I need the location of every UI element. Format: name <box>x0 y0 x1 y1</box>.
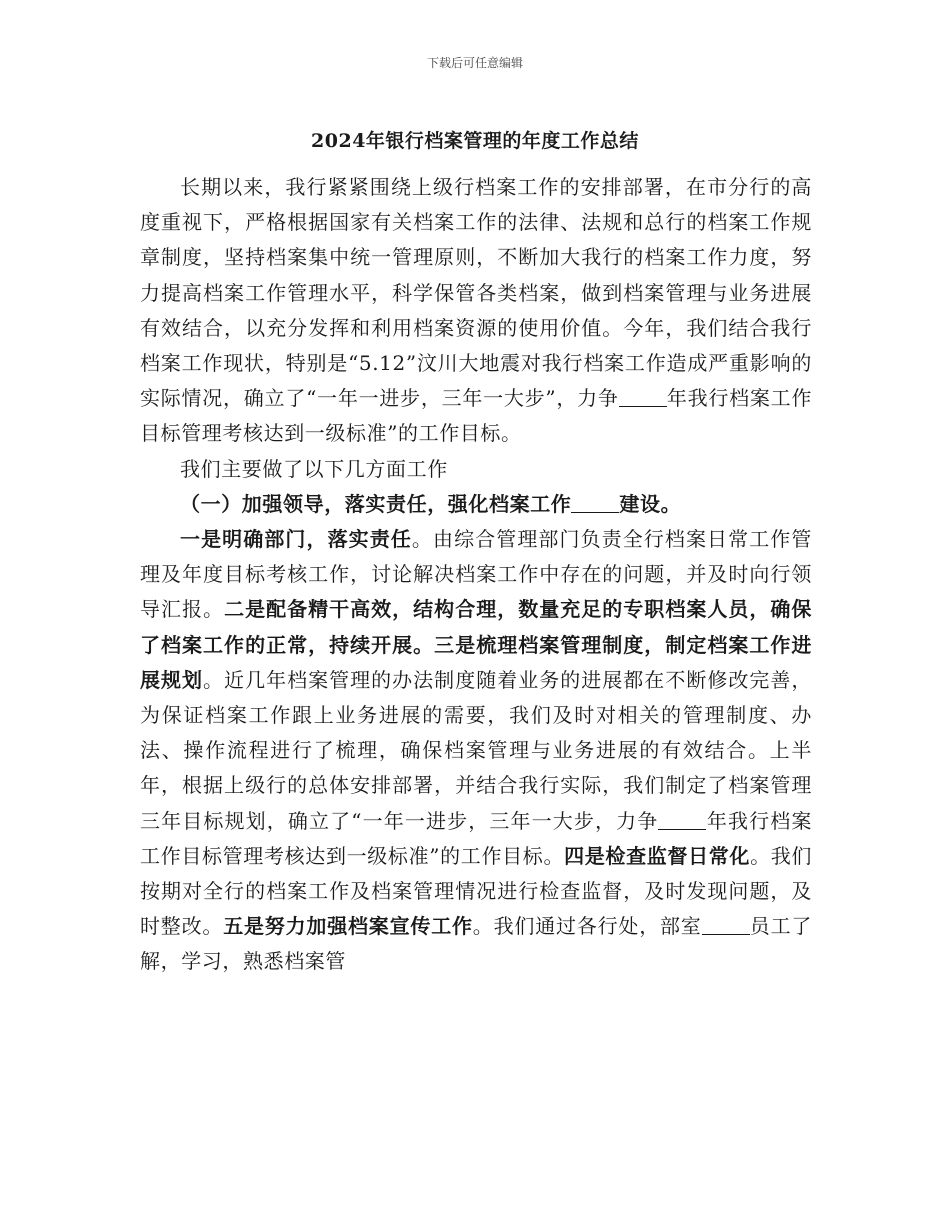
section-heading-1 <box>140 487 812 522</box>
point-one-heading: 一是明确部门，落实责任 <box>180 527 412 552</box>
section-heading-1-text-a: （一）加强领导，落实责任，强化档案工作 <box>180 491 572 516</box>
point-five-heading: 五是努力加强档案宣传工作 <box>223 914 473 939</box>
point-four-text: 。我们按期对全行的档案工作及档案管理情况进行检查监督，及时发现问题，及时整改。 <box>140 843 812 939</box>
fill-blank <box>571 492 619 513</box>
paragraph-lead: 我们主要做了以下几方面工作 <box>180 456 448 481</box>
point-three-text-b: 年我行档案工作目标管理考核达到一级标准”的工作目标。 <box>140 808 813 868</box>
point-two-three-heading: 二是配备精干高效，结构合理，数量充足的专职档案人员，确保了档案工作的正常，持续开展。三是梳理档案管理制度，制定档案工作进展规划 <box>140 597 812 692</box>
document-body <box>140 170 812 980</box>
header-note: 下载后可任意编辑 <box>426 56 523 70</box>
fill-blank <box>619 386 667 407</box>
point-three-text-a: 。近几年档案管理的办法制度随着业务的进展都在不断修改完善，为保证档案工作跟上业务进展的需要，我们及时对相关的管理制度、办法、操作流程进行了梳理，确保档案管理与业务进展的有效结合。上半年，根据上级行的总体安排部署，并结合我行实际，我们制定了档案管理三年目标规划，确立了“一年一进步，三年一大步，力争 <box>140 667 812 833</box>
document-title: 2024年银行档案管理的年度工作总结 <box>311 130 639 152</box>
paragraph-details <box>140 522 812 980</box>
section-heading-1-text-b: 建设。 <box>619 491 682 516</box>
fill-blank <box>658 809 706 830</box>
fill-blank <box>702 914 750 935</box>
point-one-text: 。由综合管理部门负责全行档案日常工作管理及年度目标考核工作，讨论解决档案工作中存在的问题，并及时向行领导汇报。 <box>140 527 812 622</box>
paragraph-intro-text-a: 长期以来，我行紧紧围绕上级行档案工作的安排部署，在市分行的高度重视下，严格根据国家有关档案工作的法律、法规和总行的档案工作规章制度，坚持档案集中统一管理原则，不断加大我行的档案工作力度，努力提高档案工作管理水平，科学保管各类档案，做到档案管理与业务进展有效结合，以充分发挥和利用档案资源的使用价值。今年，我们结合我行档案工作现状，特别是“5.12”汶川大地震对我行档案工作造成严重影响的实际情况，确立了“一年一进步，三年一大步”，力争 <box>140 175 812 411</box>
point-five-text-b: 员工了解，学习，熟悉档案管 <box>140 914 812 974</box>
point-five-text-a: 。我们通过各行处，部室 <box>472 914 702 939</box>
paragraph-intro <box>140 170 812 452</box>
paragraph-intro-text-b: 年我行档案工作目标管理考核达到一级标准”的工作目标。 <box>140 386 812 446</box>
point-four-heading: 四是检查监督日常化 <box>564 843 751 868</box>
